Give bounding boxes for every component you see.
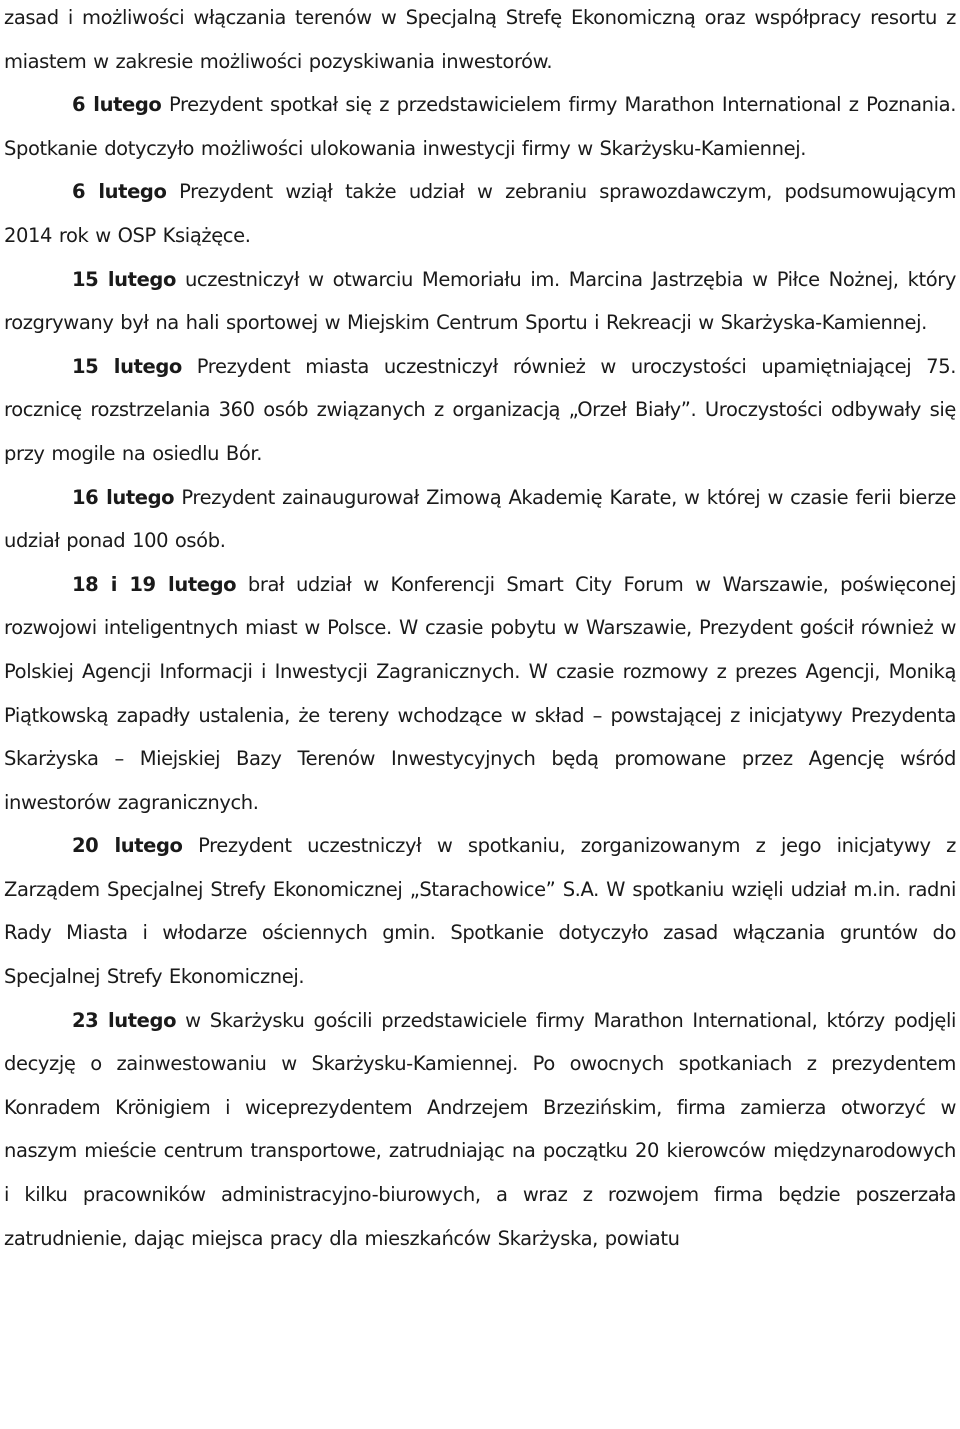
paragraph-text: brał udział w Konferencji Smart City Forum w Warszawie, poświęconej rozwojowi inteligentnych miast w Polsce. W czasie pobytu w Warszawie, Prezydent gościł również w Polskiej Agencji Informacji i Inwestycji Zagranicznych. W czasie rozmowy z prezes Agencji, Moniką Piątkowską zapadły ustalenia, że tereny wchodzące w skład – powstającej z inicjatywy Prezydenta Skarżyska – Miejskiej Bazy Terenów Inwestycyjnych będą promowane przez Agencję wśród inwestorów zagranicznych. <box>4 572 956 814</box>
entry-date: 15 lutego <box>72 354 182 378</box>
paragraph-text: Prezydent uczestniczył w spotkaniu, zorganizowanym z jego inicjatywy z Zarządem Specjalnej Strefy Ekonomicznej „Starachowice” S.A. W spotkaniu wzięli udział m.in. radni Rady Miasta i włodarze ościennych gmin. Spotkanie dotyczyło zasad włączania gruntów do Specjalnej Strefy Ekonomicznej. <box>4 834 956 989</box>
paragraph-text: Prezydent zainaugurował Zimową Akademię Karate, w której w czasie ferii bierze udział ponad 100 osób. <box>4 485 956 553</box>
entry-date: 6 lutego <box>72 180 167 204</box>
paragraph-text: w Skarżysku gościli przedstawiciele firmy Marathon International, którzy podjęli decyzję o zainwestowaniu w Skarżysku-Kamiennej. Po owocnych spotkaniach z prezydentem Konradem Krönigiem i wiceprezydentem Andrzejem Brzezińskim, firma zamierza otworzyć w naszym mieście centrum transportowe, zatrudniając na początku 20 kierowców międzynarodowych i kilku pracowników administracyjno-biurowych, a wraz z rozwojem firma będzie poszerzała zatrudnienie, dając miejsca pracy dla mieszkańców Skarżyska, powiatu <box>4 1008 956 1250</box>
entry-date: 15 lutego <box>72 267 176 291</box>
paragraph-entry <box>4 476 956 563</box>
entry-date: 23 lutego <box>72 1008 177 1032</box>
paragraph-text: Prezydent miasta uczestniczył również w uroczystości upamiętniającej 75. rocznicę rozstrzelania 360 osób związanych z organizacją „Orzeł Biały”. Uroczystości odbywały się przy mogile na osiedlu Bór. <box>4 354 956 465</box>
paragraph-entry <box>4 345 956 476</box>
paragraph-text: Prezydent wziął także udział w zebraniu sprawozdawczym, podsumowującym 2014 rok w OSP Książęce. <box>4 180 956 247</box>
entry-date: 16 lutego <box>72 485 175 509</box>
paragraph-entry <box>4 999 956 1261</box>
paragraph-text: Prezydent spotkał się z przedstawicielem firmy Marathon International z Poznania. Spotkanie dotyczyło możliwości ulokowania inwestycji firmy w Skarżysku-Kamiennej. <box>4 93 956 160</box>
paragraph-entry <box>4 258 956 345</box>
paragraph-entry <box>4 83 956 170</box>
entry-date: 6 lutego <box>72 93 162 117</box>
entry-date: 18 i 19 lutego <box>72 572 237 596</box>
entry-date: 20 lutego <box>72 834 183 858</box>
paragraph-continuation <box>4 0 956 83</box>
paragraph-entry <box>4 170 956 257</box>
paragraph-entry <box>4 563 956 825</box>
paragraph-text: zasad i możliwości włączania terenów w Specjalną Strefę Ekonomiczną oraz współpracy resortu z miastem w zakresie możliwości pozyskiwania inwestorów. <box>4 6 956 73</box>
paragraph-entry <box>4 824 956 998</box>
paragraph-text: uczestniczył w otwarciu Memoriału im. Marcina Jastrzębia w Piłce Nożnej, który rozgrywany był na hali sportowej w Miejskim Centrum Sportu i Rekreacji w Skarżyska-Kamiennej. <box>4 267 957 335</box>
